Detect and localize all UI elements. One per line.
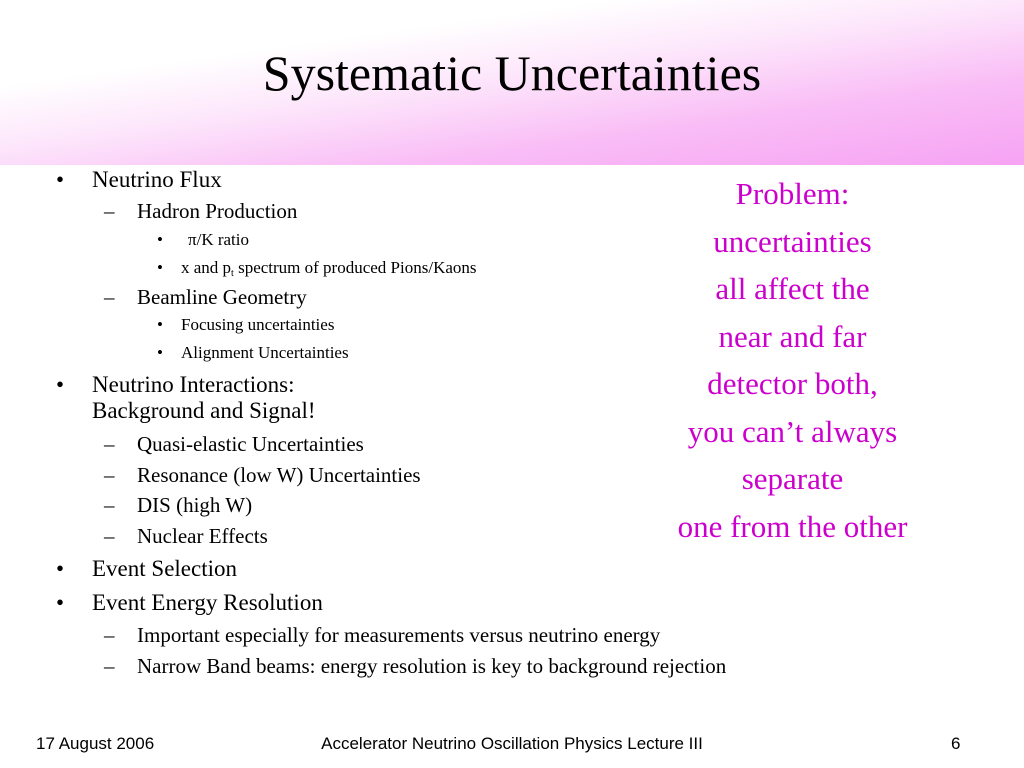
dash-marker: – — [104, 623, 115, 647]
dash-marker: – — [104, 199, 115, 223]
problem-line: all affect the — [715, 271, 870, 306]
sub-sub-bullet-focusing: Focusing uncertainties — [181, 315, 335, 334]
problem-line: detector both, — [707, 366, 878, 401]
bullet-event-energy-resolution: Event Energy Resolution — [92, 590, 323, 615]
sub-bullet-nuclear-effects: Nuclear Effects — [137, 524, 268, 548]
bullet-marker: • — [56, 556, 65, 581]
problem-line: separate — [741, 461, 844, 496]
sub-sub-bullet-alignment: Alignment Uncertainties — [181, 343, 349, 362]
slide-title: Systematic Uncertainties — [262, 45, 762, 101]
dash-marker: – — [104, 524, 115, 548]
bullet-event-selection: Event Selection — [92, 556, 237, 581]
sub-sub-bullet-pi-k-ratio: π/K ratio — [188, 230, 249, 249]
sub-bullet-narrow-band: Narrow Band beams: energy resolution is key to background rejection — [137, 654, 727, 678]
bullet-neutrino-flux: Neutrino Flux — [92, 167, 222, 192]
problem-line: you can’t always — [687, 413, 898, 449]
bullet-marker: • — [56, 372, 65, 397]
bullet-marker: • — [56, 167, 65, 192]
footer-lecture-title: Accelerator Neutrino Oscillation Physics Lecture III — [321, 734, 703, 753]
dash-marker: – — [104, 463, 115, 487]
sub-sub-bullet-pt-spectrum: x and $p_t$ spectrum of produced Pions/Kaons — [181, 258, 477, 279]
bullet-neutrino-interactions: Neutrino Interactions: — [92, 372, 295, 397]
sub-bullet-marker: • — [157, 315, 163, 334]
problem-line: one from the other — [677, 508, 908, 544]
dash-marker: – — [104, 493, 115, 517]
dash-marker: – — [104, 432, 115, 456]
sub-bullet-important-especially: Important especially for measurements versus neutrino energy — [137, 623, 661, 647]
sub-bullet-quasi-elastic: Quasi-elastic Uncertainties — [137, 432, 364, 456]
pi-symbol: π — [188, 230, 197, 249]
sub-bullet-resonance: Resonance (low W) Uncertainties — [137, 463, 421, 487]
footer-page-number: 6 — [951, 734, 961, 753]
problem-line: near and far — [718, 318, 867, 354]
bullet-marker: • — [56, 590, 65, 615]
dash-marker: – — [104, 654, 115, 678]
sub-bullet-beamline-geometry: Beamline Geometry — [137, 285, 307, 309]
problem-callout — [630, 170, 955, 550]
sub-bullet-dis: DIS (high W) — [137, 493, 253, 517]
footer-date: 17 August 2006 — [36, 734, 155, 753]
problem-line: Problem: — [735, 176, 850, 211]
sub-bullet-marker: • — [157, 343, 163, 362]
dash-marker: – — [104, 285, 115, 309]
sub-bullet-hadron-production: Hadron Production — [137, 199, 298, 223]
sub-bullet-marker: • — [157, 258, 163, 277]
bullet-neutrino-interactions-line2: Background and Signal! — [92, 398, 316, 423]
problem-line: uncertainties — [713, 223, 872, 259]
sub-bullet-marker: • — [157, 230, 163, 249]
